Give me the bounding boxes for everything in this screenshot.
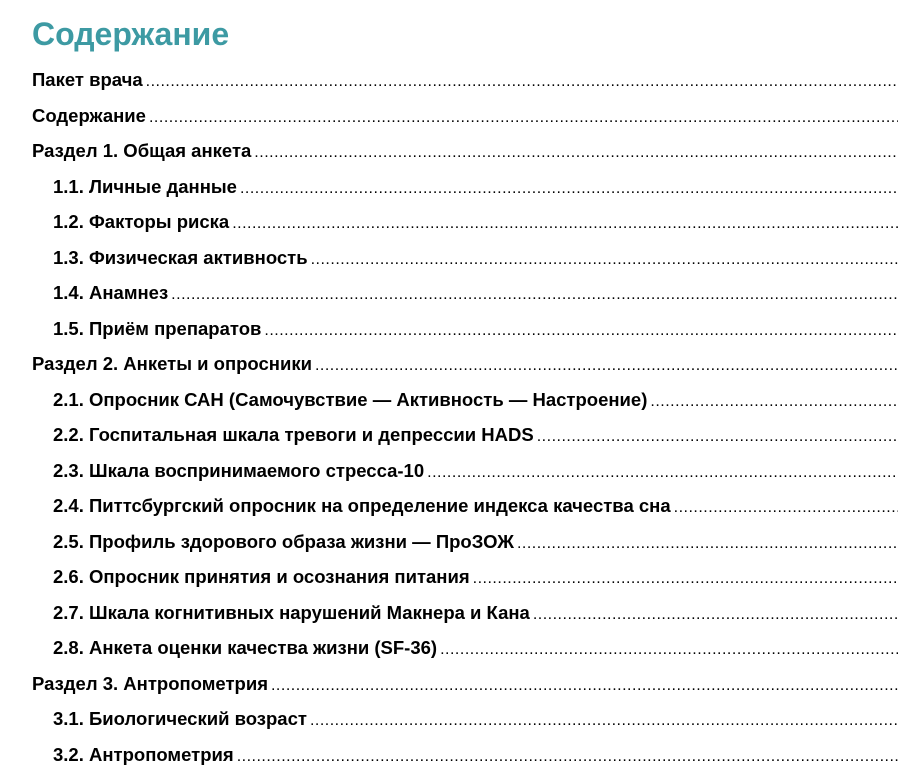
- toc-entry[interactable]: [0, 595, 900, 631]
- toc-entry-label: 1.3. Физическая активность: [53, 240, 308, 276]
- toc-entry-label: Пакет врача: [32, 62, 143, 98]
- toc-entry[interactable]: [0, 737, 900, 772]
- dot-leader: [240, 171, 898, 205]
- dot-leader: [264, 313, 898, 347]
- toc-entry[interactable]: [0, 204, 900, 240]
- toc-entry-label: 2.1. Опросник САН (Самочувствие — Активность — Настроение): [53, 382, 647, 418]
- toc-entry-label: Раздел 3. Антропометрия: [32, 666, 268, 702]
- dot-leader: [315, 348, 898, 382]
- toc-entry-label: 3.1. Биологический возраст: [53, 701, 307, 737]
- toc-entry[interactable]: [0, 666, 900, 702]
- toc-entry-label: 1.2. Факторы риска: [53, 204, 229, 240]
- dot-leader: [517, 526, 898, 560]
- dot-leader: [232, 206, 898, 240]
- toc-entry[interactable]: [0, 275, 900, 311]
- toc-entry-label: 2.7. Шкала когнитивных нарушений Макнера и Кана: [53, 595, 530, 631]
- toc-entry[interactable]: [0, 311, 900, 347]
- dot-leader: [146, 64, 898, 98]
- dot-leader: [440, 632, 898, 666]
- toc-entry-label: 3.2. Антропометрия: [53, 737, 234, 772]
- toc-entry[interactable]: [0, 488, 900, 524]
- toc-entry-label: 2.2. Госпитальная шкала тревоги и депрессии HADS: [53, 417, 534, 453]
- toc-entry-label: 2.4. Питтсбургский опросник на определение индекса качества сна: [53, 488, 671, 524]
- toc-entry[interactable]: [0, 382, 900, 418]
- toc-entry[interactable]: [0, 133, 900, 169]
- dot-leader: [237, 739, 898, 772]
- toc-entry-label: 2.3. Шкала воспринимаемого стресса-10: [53, 453, 424, 489]
- dot-leader: [473, 561, 898, 595]
- toc-entry[interactable]: [0, 169, 900, 205]
- toc-entry-label: Раздел 2. Анкеты и опросники: [32, 346, 312, 382]
- dot-leader: [311, 242, 898, 276]
- toc-entry-label: 2.8. Анкета оценки качества жизни (SF-36): [53, 630, 437, 666]
- page-title: Содержание: [32, 12, 229, 56]
- dot-leader: [537, 419, 898, 453]
- dot-leader: [650, 384, 898, 418]
- toc-entry[interactable]: [0, 559, 900, 595]
- toc-entry-label: 1.1. Личные данные: [53, 169, 237, 205]
- toc-entry[interactable]: [0, 630, 900, 666]
- toc-entry[interactable]: [0, 62, 900, 98]
- toc-entry[interactable]: [0, 701, 900, 737]
- toc-entry[interactable]: [0, 453, 900, 489]
- toc-entry-label: 1.5. Приём препаратов: [53, 311, 261, 347]
- table-of-contents: [0, 62, 900, 772]
- toc-entry-label: Содержание: [32, 98, 146, 134]
- toc-entry[interactable]: [0, 240, 900, 276]
- dot-leader: [310, 703, 898, 737]
- toc-entry-label: 2.6. Опросник принятия и осознания питания: [53, 559, 470, 595]
- dot-leader: [427, 455, 898, 489]
- toc-entry[interactable]: [0, 417, 900, 453]
- dot-leader: [533, 597, 898, 631]
- dot-leader: [254, 135, 898, 169]
- toc-entry-label: 2.5. Профиль здорового образа жизни — ПроЗОЖ: [53, 524, 514, 560]
- toc-entry[interactable]: [0, 346, 900, 382]
- dot-leader: [171, 277, 898, 311]
- dot-leader: [149, 100, 898, 134]
- toc-entry[interactable]: [0, 98, 900, 134]
- dot-leader: [271, 668, 898, 702]
- toc-entry[interactable]: [0, 524, 900, 560]
- toc-entry-label: Раздел 1. Общая анкета: [32, 133, 251, 169]
- dot-leader: [674, 490, 898, 524]
- toc-entry-label: 1.4. Анамнез: [53, 275, 168, 311]
